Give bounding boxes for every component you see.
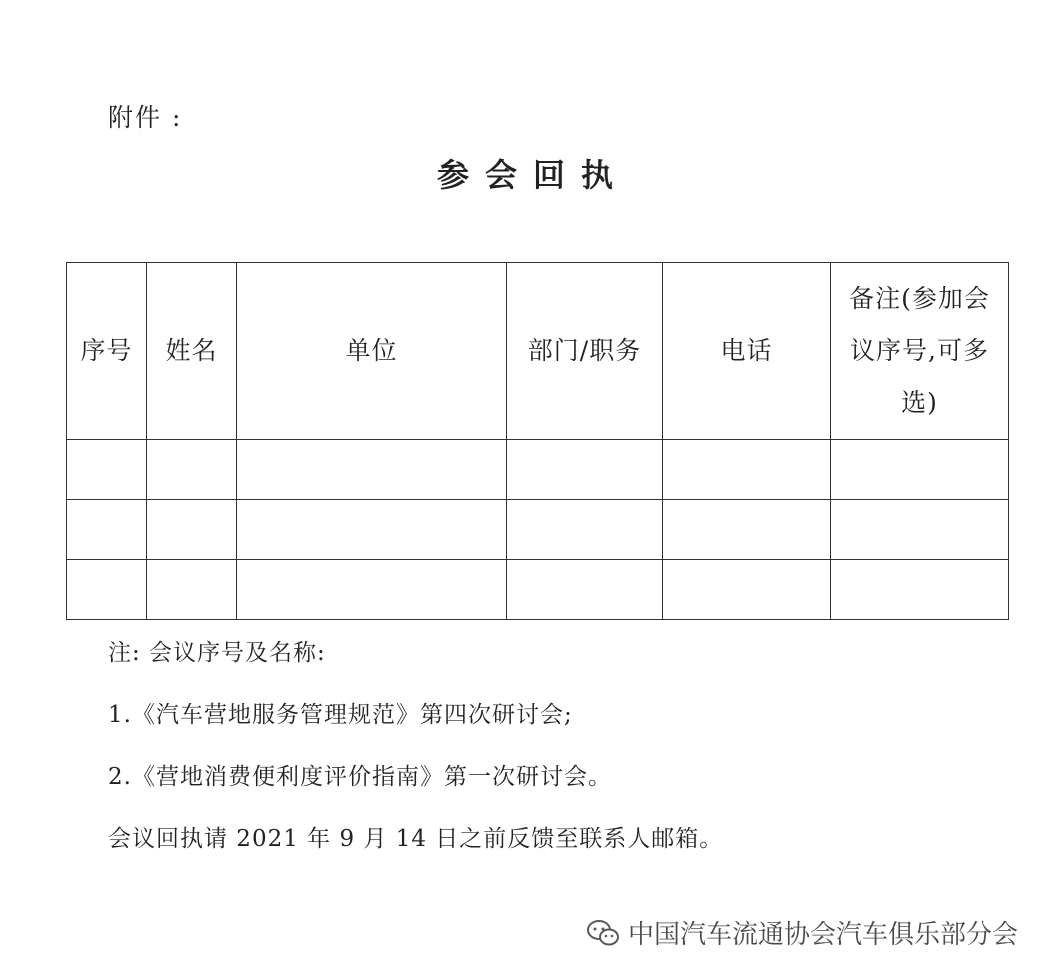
note-item: 1.《汽车营地服务管理规范》第四次研讨会; bbox=[108, 702, 573, 728]
table-cell bbox=[147, 560, 237, 620]
table-row bbox=[67, 440, 1009, 500]
table-header-row bbox=[67, 263, 1009, 440]
table-cell bbox=[67, 500, 147, 560]
table-cell bbox=[663, 560, 831, 620]
table-cell bbox=[237, 440, 507, 500]
note-item: 2.《营地消费便利度评价指南》第一次研讨会。 bbox=[108, 764, 612, 790]
rsvp-table bbox=[66, 262, 1009, 620]
header-organization: 单位 bbox=[237, 263, 507, 440]
table-cell bbox=[663, 500, 831, 560]
watermark-text: 中国汽车流通协会汽车俱乐部分会 bbox=[627, 920, 1018, 950]
header-department-position: 部门/职务 bbox=[507, 263, 663, 440]
table-cell bbox=[237, 500, 507, 560]
table-cell bbox=[831, 560, 1009, 620]
table-row bbox=[67, 560, 1009, 620]
table-cell bbox=[831, 500, 1009, 560]
table-cell bbox=[507, 440, 663, 500]
table-cell bbox=[237, 560, 507, 620]
table-cell bbox=[663, 440, 831, 500]
table-cell bbox=[507, 560, 663, 620]
notes-heading: 注: 会议序号及名称: bbox=[108, 640, 326, 666]
table-cell bbox=[831, 440, 1009, 500]
table-cell bbox=[147, 500, 237, 560]
header-phone: 电话 bbox=[663, 263, 831, 440]
header-name: 姓名 bbox=[147, 263, 237, 440]
watermark bbox=[586, 914, 1018, 951]
table-cell bbox=[67, 440, 147, 500]
header-serial-number: 序号 bbox=[67, 263, 147, 440]
table-cell bbox=[147, 440, 237, 500]
deadline-note: 会议回执请 2021 年 9 月 14 日之前反馈至联系人邮箱。 bbox=[108, 826, 724, 852]
table-cell bbox=[507, 500, 663, 560]
table-row bbox=[67, 500, 1009, 560]
attachment-label: 附件 : bbox=[108, 103, 183, 132]
notes-section bbox=[108, 636, 723, 884]
table-cell bbox=[67, 560, 147, 620]
wechat-icon bbox=[586, 918, 620, 948]
header-remarks: 备注(参加会议序号,可多选) bbox=[831, 263, 1009, 440]
document-title: 参会回执 bbox=[436, 156, 629, 194]
